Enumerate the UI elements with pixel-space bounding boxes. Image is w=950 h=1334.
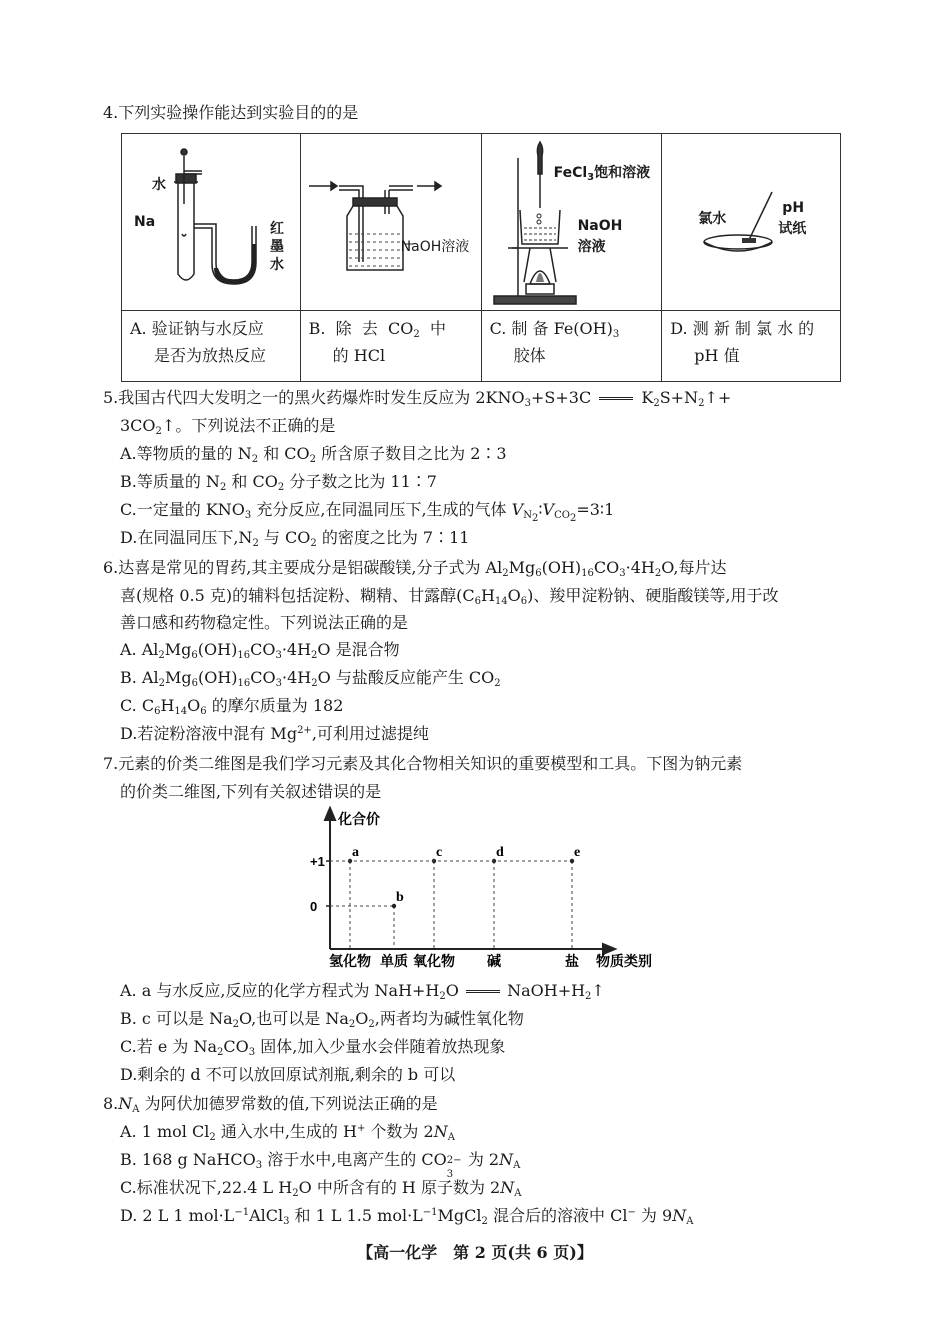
q7-stem-line2: 的价类二维图,下列有关叙述错误的是 (120, 782, 382, 801)
naoh-solution-text: 溶液 (577, 239, 606, 255)
point-label-b: b (396, 890, 404, 905)
point-label-c: c (436, 845, 443, 860)
na-label: Na (134, 214, 156, 230)
heating-beaker-apparatus-icon (482, 134, 662, 310)
q7-option-c: C.若 e 为 $Na_2CO_3$ 固体,加入少量水会伴随着放热现象 (120, 1037, 506, 1058)
equation-equals-sign (599, 397, 633, 400)
x-category-label-3: 碱 (487, 953, 501, 969)
q4-caption-d: D. 测 新 制 氯 水 的 pH 值 (662, 311, 841, 382)
x-category-label-1: 单质 (380, 953, 408, 969)
fecl3-label: FeCl$_3$饱和溶液 (553, 165, 651, 183)
q7-option-d: D.剩余的 d 不可以放回原试剂瓶,剩余的 b 可以 (120, 1065, 456, 1084)
mo-label: 墨 (270, 239, 284, 255)
x-category-label-2: 氧化物 (413, 953, 455, 969)
naoh-solution-label: NaOH溶液 (400, 239, 470, 255)
shui-label: 水 (270, 257, 284, 273)
q5-stem-line1: 5.我国古代四大发明之一的黑火药爆炸时发生反应为 $2KNO_3+S+3C$ $K_2S+N_2↑+$ (103, 388, 732, 409)
chlorine-water-label: 氯水 (698, 211, 727, 227)
q6-option-d: D.若淀粉溶液中混有 $Mg^{2+}$,可利用过滤提纯 (120, 724, 429, 743)
q8-option-d: D. 2 L 1 $mol\cdot L^{-1}AlCl_3$ 和 1 L 1.5 $mol\cdot L^{-1}MgCl_2$ 混合后的溶液中 Cl− 为 $9N_A$ (120, 1206, 694, 1227)
chart-xlabel: 物质类别 (596, 953, 652, 969)
q4-image-d (662, 134, 841, 311)
y-tick-label-1: 0 (310, 899, 318, 914)
ph-label: pH (782, 200, 805, 216)
water-label: 水 (152, 177, 166, 193)
q7-option-a: A. a 与水反应,反应的化学方程式为 $NaH+H_2O$ $NaOH+H_2↑$ (120, 981, 605, 1002)
x-category-label-4: 盐 (565, 953, 579, 969)
gas-wash-bottle-icon (301, 134, 481, 310)
q4-image-c (481, 134, 662, 311)
q5-option-c: C.一定量的 $KNO_3$ 充分反应,在同温同压下,生成的气体 $V_{N_2}∶V_{CO_2}=3∶1$ (120, 500, 615, 524)
q5-option-b: B.等质量的 $N_2$ 和 $CO_2$ 分子数之比为 11∶7 (120, 472, 437, 493)
q7-stem-line1: 7.元素的价类二维图是我们学习元素及其化合物相关知识的重要模型和工具。下图为钠元素 (103, 754, 743, 773)
q4-caption-a: A. 验证钠与水反应 是否为放热反应 (122, 311, 301, 382)
hong-label: 红 (270, 221, 284, 237)
q4-caption-c: C. 制 备 $Fe(OH)_3$ 胶体 (481, 311, 662, 382)
q6-stem-line3: 善口感和药物稳定性。下列说法正确的是 (120, 613, 409, 632)
x-category-label-0: 氢化物 (329, 953, 371, 969)
q6-stem-line2: 喜(规格 0.5 克)的辅料包括淀粉、糊精、甘露醇$(C_6H_{14}O_6)$、羧甲淀粉钠、硬脂酸镁等,用于改 (120, 586, 779, 607)
q8-stem: $8.N_A$ 为阿伏加德罗常数的值,下列说法正确的是 (103, 1094, 438, 1115)
q6-stem-line1: 6.达喜是常见的胃药,其主要成分是铝碳酸镁,分子式为 $Al_2Mg_6(OH)_{16}CO_3\cdot 4H_2O$,每片达 (103, 558, 727, 579)
q6-option-b: B. $Al_2Mg_6(OH)_{16}CO_3\cdot 4H_2O$ 与盐酸反应能产生 $CO_2$ (120, 668, 501, 689)
q5-option-d: D.在同温同压下$,N_2$ 与 $CO_2$ 的密度之比为 7∶11 (120, 528, 470, 549)
q6-option-a: A. $Al_2Mg_6(OH)_{16}CO_3\cdot 4H_2O$ 是混合物 (120, 640, 400, 661)
valence-category-chart (300, 806, 660, 976)
point-label-d: d (496, 845, 504, 860)
q4-experiment-table (121, 133, 841, 382)
y-tick-label-0: +1 (310, 854, 325, 869)
q4-image-b (300, 134, 481, 311)
page-footer: 【高一化学 第 2 页(共 6 页)】 (357, 1243, 593, 1262)
chart-ylabel: 化合价 (338, 811, 380, 827)
q5-option-a: A.等物质的量的 $N_2$ 和 $CO_2$ 所含原子数目之比为 2∶3 (120, 444, 507, 465)
q4-stem: 4.下列实验操作能达到实验目的的是 (103, 103, 359, 122)
q6-option-c: C. $C_6H_{14}O_6$ 的摩尔质量为 182 (120, 696, 344, 717)
q8-option-c: C.标准状况下,22.4 L $H_2O$ 中所含有的 H 原子数为 $2N_A$ (120, 1178, 522, 1199)
test-paper-label: 试纸 (778, 221, 807, 237)
q8-option-b: B. 168 g NaHCO$_3$ 溶于水中,电离产生的 CO 2− 3 为 $2N_A$ (120, 1150, 521, 1180)
naoh-label: NaOH (577, 218, 623, 234)
point-label-a: a (352, 845, 359, 860)
q4-caption-b: B. 除 去 $CO_2$ 中 的 HCl (300, 311, 481, 382)
point-label-e: e (574, 845, 581, 860)
q7-option-b: B. c 可以是 $Na_2O$,也可以是 $Na_2O_2$,两者均为碱性氧化物 (120, 1009, 524, 1030)
q5-stem-line2: $3CO_2↑$。下列说法不正确的是 (120, 416, 336, 437)
q8-option-a: A. 1 mol $Cl_2$ 通入水中,生成的 H+ 个数为 $2N_A$ (120, 1122, 455, 1143)
ph-paper-dish-icon (662, 134, 840, 310)
equation-equals-sign-2 (466, 990, 500, 993)
q4-image-a (122, 134, 301, 311)
